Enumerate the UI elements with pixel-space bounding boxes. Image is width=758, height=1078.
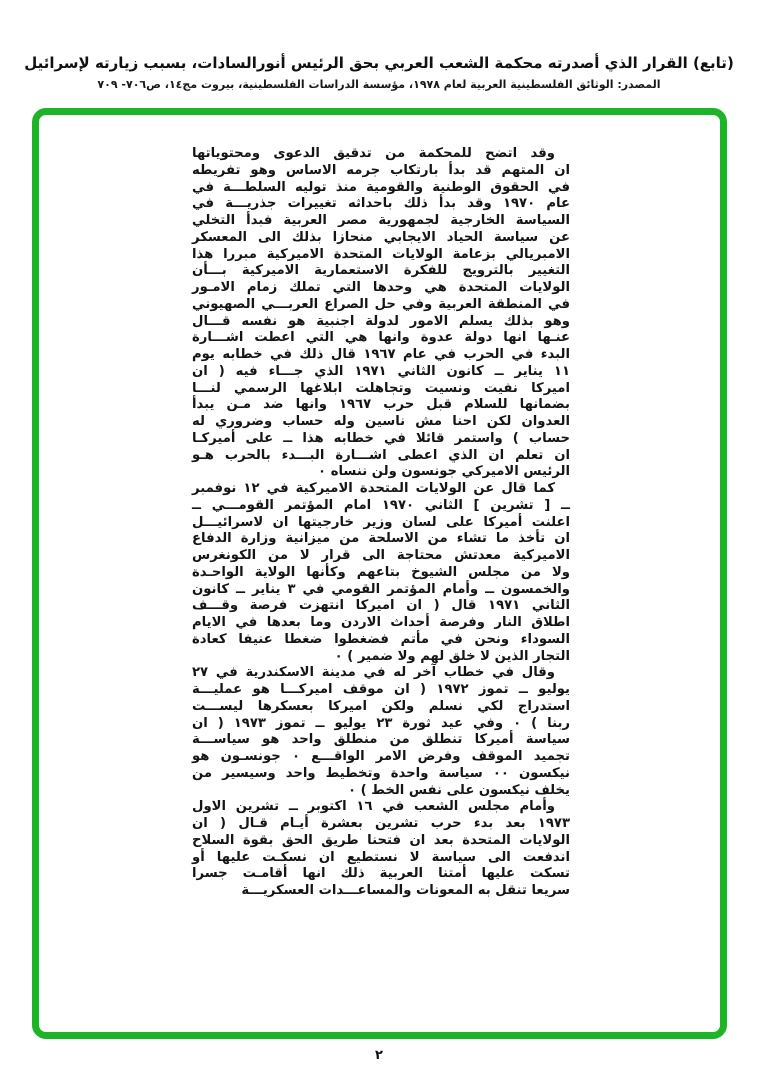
document-title: (تابع) القرار الذي أصدرته محكمة الشعب العربي بحق الرئيس أنورالسادات، بسبب زيارته لإسرائيل <box>24 54 734 72</box>
body-line: عام ١٩٧٠ وقد بدأ ذلك باحداثه تغييرات جذريـــة في <box>192 196 570 212</box>
body-line: بضمانها للسلام قبل حرب ١٩٦٧ وانها ضد مـن يبدأ <box>192 397 570 413</box>
body-line: سياسة أميركا تنطلق من منطلق واحد هو سياســـة <box>192 732 570 748</box>
body-line: ان تأخذ ما تشاء من الاسلحة من ميزانية وزارة الدفاع <box>192 531 570 547</box>
body-line: وقال في خطاب آخر له في مدينة الاسكندرية في ٢٧ <box>192 665 555 681</box>
document-text <box>192 146 570 900</box>
body-line: وقد اتضح للمحكمة من تدقيق الدعوى ومحتوياتها <box>192 146 555 161</box>
body-line: حساب ) واستمر قائلا في خطابه هذا ــ على أميركـا <box>192 430 570 446</box>
body-line: عن سياسة الحياد الايجابي منحازا بذلك الى المعسكر <box>192 229 570 245</box>
body-line: تسكت عليها أمتنا العربية ذلك انها أقامـت جسرا <box>192 866 570 882</box>
body-line: اندفعت الى سياسة لا نستطيع ان نسكـت عليها أو <box>192 849 570 865</box>
body-line: تجميد الموقف وفرض الامر الواقـــع ٠ جونسـون هو <box>192 749 570 764</box>
body-line: الاميركية معدتش محتاجة الى قرار لا من الكونغرس <box>192 548 570 563</box>
body-line: في الحقوق الوطنية والقومية منذ توليه السلطـــة في <box>192 179 570 195</box>
body-line: وأمام مجلس الشعب في ١٦ اكتوبر ــ تشرين الاول <box>192 799 555 815</box>
body-line: اميركا نفيت ونسيت وتجاهلت ابلاغها الرسمي لنـــا <box>192 380 570 396</box>
body-line: التغيير بالترويج للفكرة الاستعمارية الاميركية بـــأن <box>192 263 570 279</box>
body-line: سريعا تنقل به المعونات والمساعـــدات العسكريـــة <box>241 883 570 898</box>
body-line: ان تعلم ان الذي اعطى اشـــارة البـــدء بالحرب هـو <box>192 447 570 463</box>
body-line: يخلف نيكسون على نفس الخط ) ٠ <box>347 782 570 798</box>
body-line: ولا من مجلس الشيوخ بتاعهم وكأنها الولاية الواحـدة <box>192 564 570 580</box>
body-line: ١١ يناير ــ كانون الثاني ١٩٧١ الذي جـــاء فيه ( ان <box>192 363 570 379</box>
body-line: ربنا ) ٠ وفي عيد ثورة ٢٣ يوليو ــ تموز ١٩٧٣ ( ان <box>192 715 570 731</box>
body-line: عنـها انها دولة عدوة وانها هي التي اعطت اشـــارة <box>192 330 570 346</box>
body-line: نيكسون ٠٠ سياسة واحدة وتخطيط واحد وسيسير من <box>192 765 571 781</box>
body-line: وهو بذلك يسلم الامور لدولة اجنبية هو نفسه قـــال <box>192 313 570 329</box>
body-line: السوداء ونحن في مأتم فضغطوا ضغطا عنيفا كعادة <box>192 631 570 647</box>
body-line: اعلنت أميركا على لسان وزير خارجيتها ان لاسرائيـــل <box>192 514 570 530</box>
body-line: ــ [ تشرين ] الثاني ١٩٧٠ امام المؤتمر القومـــي ــ <box>192 497 570 513</box>
body-line: الولايات المتحدة هي وحدها التي تملك زمام الامـور <box>192 280 570 295</box>
body-line: اطلاق النار وفرصة أحداث الاردن وما بعدها في الايام <box>192 615 570 630</box>
body-line: السياسة الخارجية لجمهورية مصر العربية فبدأ التخلي <box>192 213 570 228</box>
body-line: ١٩٧٣ بعد بدء حرب تشرين بعشرة أيـام قـال ( ان <box>192 816 570 831</box>
body-line: البدء في الحرب في عام ١٩٦٧ قال ذلك في خطابه يوم <box>192 347 570 362</box>
body-line: استدراج لكي نسلم ولكن اميركا بعسكرها ليســـت <box>192 698 570 714</box>
body-line: والخمسون ــ وأمام المؤتمر القومي في ٣ يناير ــ كانون <box>192 581 571 597</box>
body-line: كما قال عن الولايات المتحدة الاميركية في ١٢ نوفمبر <box>192 481 555 496</box>
body-line: ان المتهم قد بدأ بارتكاب جرمه الاساس وهو تفريطه <box>192 162 570 178</box>
body-line: في المنطقة العربية وفي حل الصراع العربـــي الصهيوني <box>192 296 570 312</box>
page-header <box>0 52 758 92</box>
body-line: يوليو ــ تموز ١٩٧٢ ( ان موقف اميركـــا هو عمليـــة <box>192 682 571 697</box>
body-line: العدوان لكن احنا مش ناسين وله حساب وضروري له <box>192 414 570 429</box>
body-line: الولايات المتحدة بعد ان فتحنا طريق الحق بقوة السلاح <box>192 832 570 848</box>
source-citation: المصدر: الوثائق الفلسطينية العربية لعام ١٩٧٨، مؤسسة الدراسات الفلسطينية، بيروت مج١٤، ص٧٠٦- ٧٠٩ <box>97 78 661 91</box>
body-line: الثاني ١٩٧١ قال ( ان اميركا انتهزت فرصة وقـــف <box>192 598 570 614</box>
page-number: ٢ <box>375 1048 383 1063</box>
body-line: الرئيس الاميركي جونسون ولن ننساه ٠ <box>318 464 570 480</box>
green-frame <box>32 108 727 1039</box>
body-line: الامبريالي بزعامة الولايات المتحدة الاميركية مبررا هذا <box>192 246 570 262</box>
body-line: التجار الذين لا خلق لهم ولا ضمير ) ٠ <box>334 648 570 664</box>
